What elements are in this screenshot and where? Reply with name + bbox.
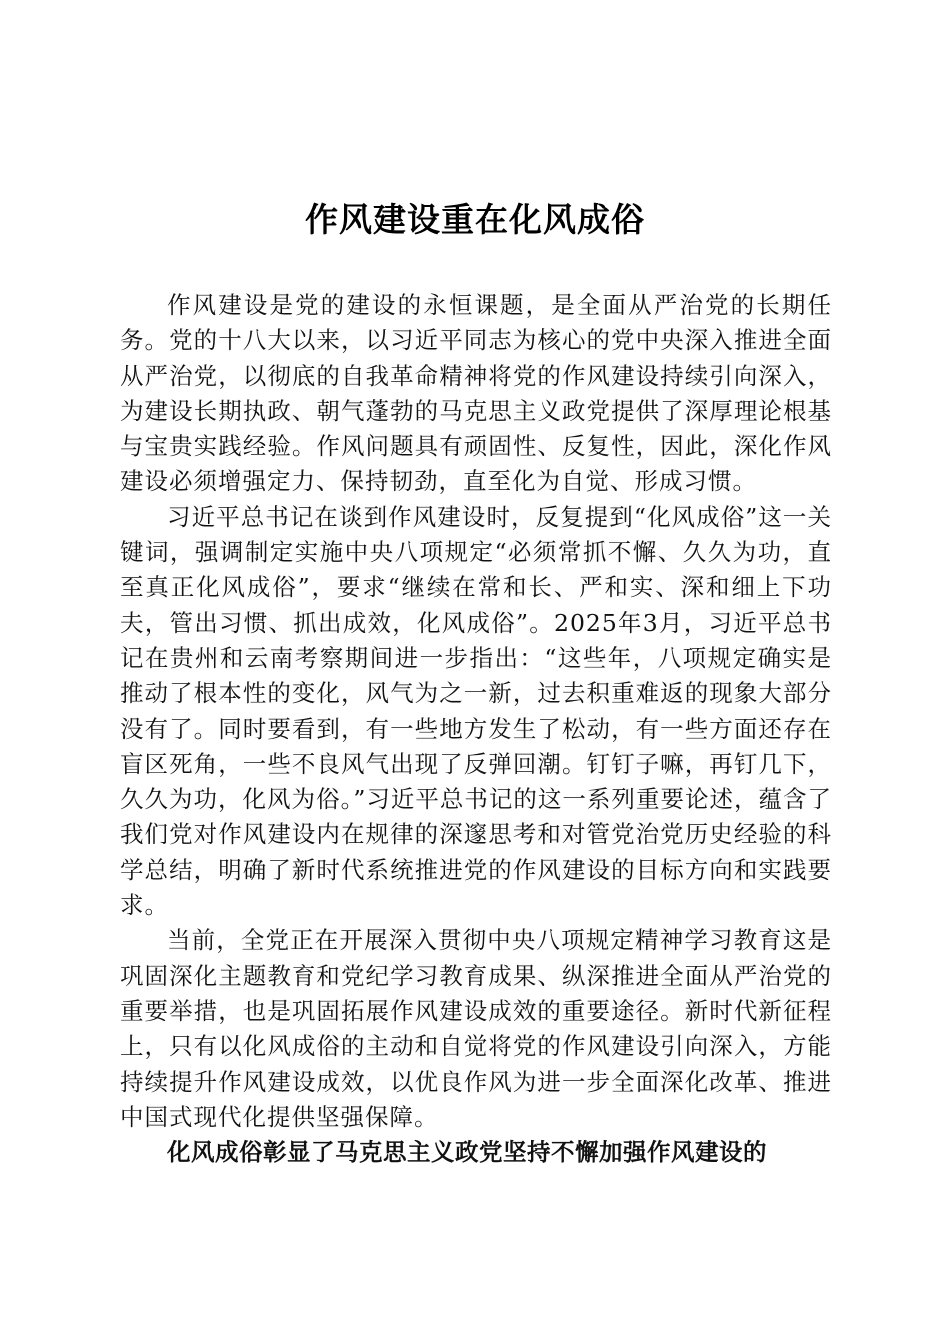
- page-title: 作风建设重在化风成俗: [305, 200, 645, 239]
- paragraph-quotes: 习近平总书记在谈到作风建设时，反复提到“化风成俗”这一关键词，强调制定实施中央八项规定“必须常抓不懈、久久为功，直至真正化风成俗”，要求“继续在常和长、严和实、深和细上下功夫，管出习惯、抓出成效，化风成俗”。2025年3月，习近平总书记在贵州和云南考察期间进一步指出：“这些年，八项规定确实是推动了根本性的变化，风气为之一新，过去积重难返的现象大部分没有了。同时要看到，有一些地方发生了松动，有一些方面还存在盲区死角，一些不良风气出现了反弹回潮。钉钉子嘛，再钉几下，久久为功，化风为俗。”习近平总书记的这一系列重要论述，蕴含了我们党对作风建设内在规律的深邃思考和对管党治党历史经验的科学总结，明确了新时代系统推进党的作风建设的目标方向和实践要求。: [120, 502, 832, 920]
- section-heading: 化风成俗彰显了马克思主义政党坚持不懈加强作风建设的: [167, 1138, 767, 1167]
- document-body: [120, 288, 832, 1170]
- paragraph-current: 当前，全党正在开展深入贯彻中央八项规定精神学习教育这是巩固深化主题教育和党纪学习教育成果、纵深推进全面从严治党的重要举措，也是巩固拓展作风建设成效的重要途径。新时代新征程上，只有以化风成俗的主动和自觉将党的作风建设引向深入，方能持续提升作风建设成效，以优良作风为进一步全面深化改革、推进中国式现代化提供坚强保障。: [120, 926, 832, 1131]
- paragraph-intro: 作风建设是党的建设的永恒课题，是全面从严治党的长期任务。党的十八大以来，以习近平同志为核心的党中央深入推进全面从严治党，以彻底的自我革命精神将党的作风建设持续引向深入，为建设长期执政、朝气蓬勃的马克思主义政党提供了深厚理论根基与宝贵实践经验。作风问题具有顽固性、反复性，因此，深化作风建设必须增强定力、保持韧劲，直至化为自觉、形成习惯。: [120, 291, 832, 496]
